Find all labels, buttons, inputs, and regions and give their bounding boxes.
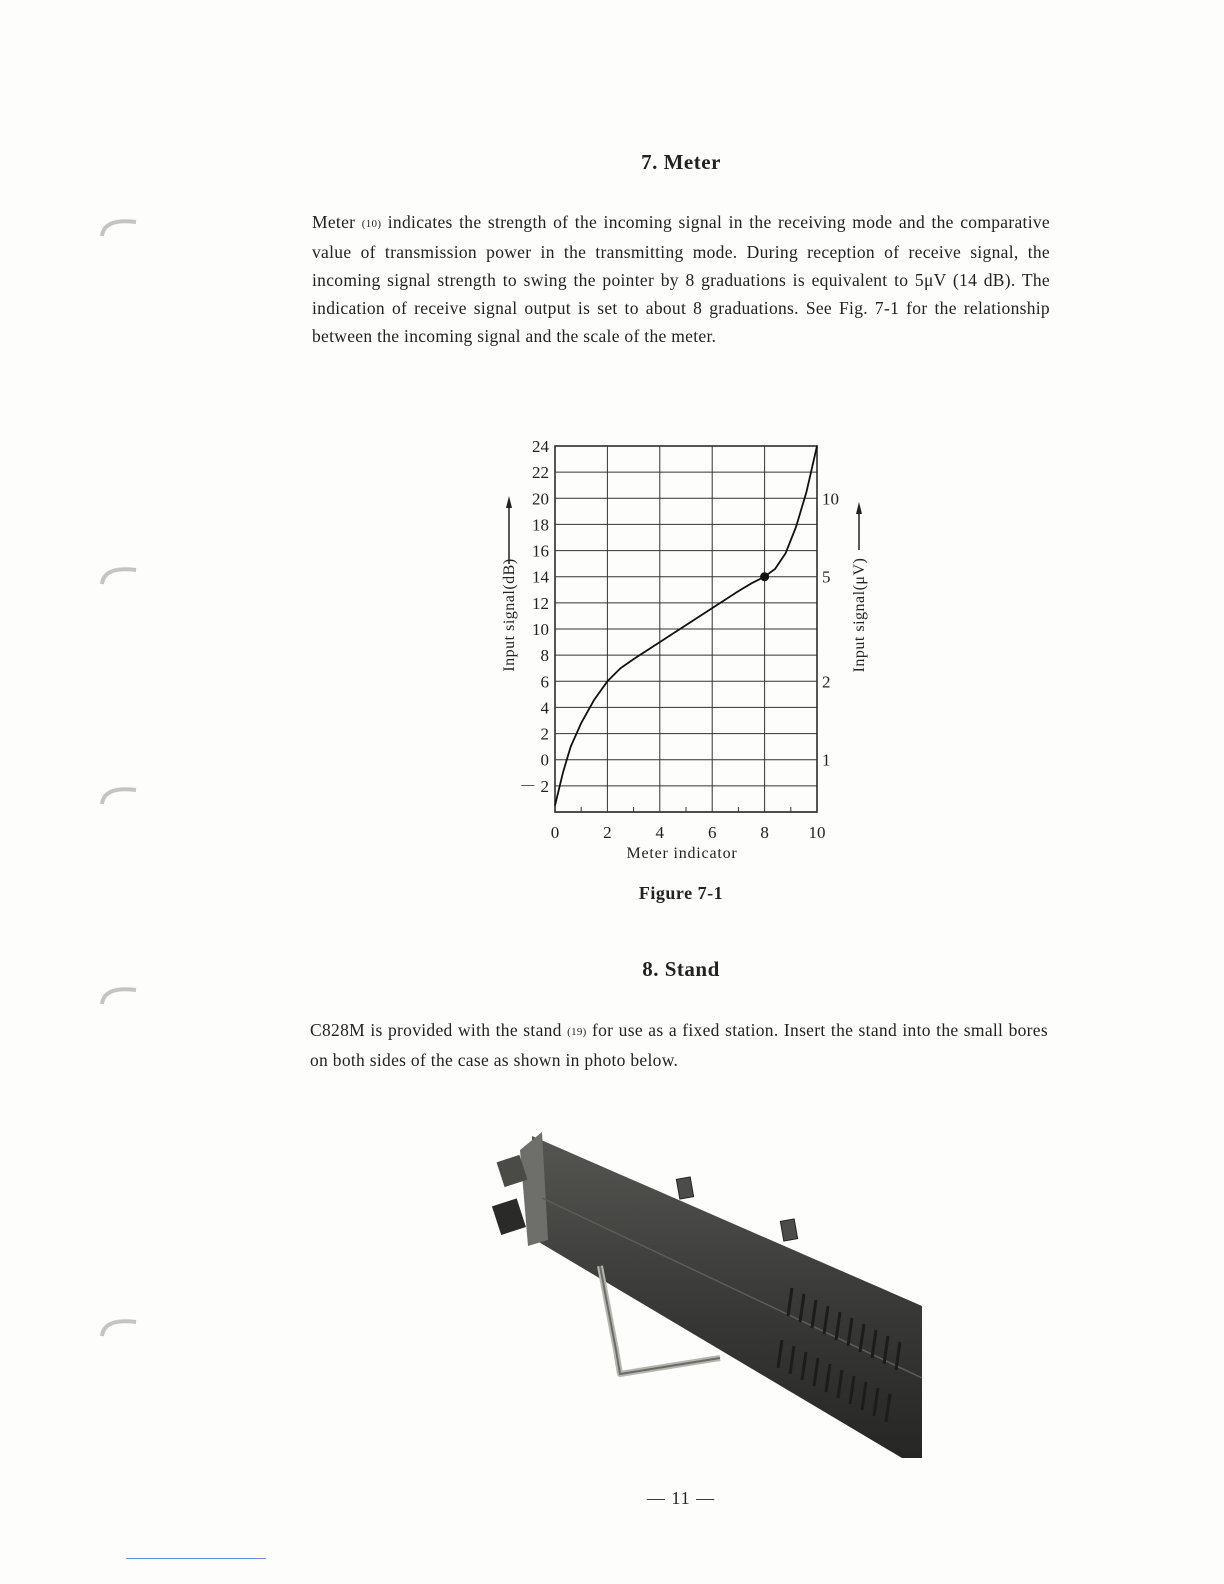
section-7-heading: 7. Meter bbox=[641, 150, 721, 174]
section-7-paragraph bbox=[312, 208, 1050, 350]
y-tick-label: 18 bbox=[532, 515, 549, 535]
data-point bbox=[760, 572, 769, 581]
chart-curve bbox=[555, 446, 817, 806]
footer-rule bbox=[126, 1558, 266, 1559]
y2-tick-label: 2 bbox=[822, 672, 831, 692]
y-tick-label: 12 bbox=[532, 593, 549, 613]
section-8-heading: 8. Stand bbox=[642, 957, 720, 981]
antenna-connector bbox=[492, 1198, 526, 1235]
x-tick-label: 6 bbox=[707, 823, 717, 842]
y-tick-label: 8 bbox=[540, 646, 549, 666]
y-tick-label: 10 bbox=[532, 620, 549, 639]
paragraph-body: indicates the strength of the incoming signal in the receiving mode and the comparative value of transmission power in the transmitting mode. During reception of receive signal, the incoming signal strength to swing the pointer by 8 graduations is equivalent to 5μV (14 dB). The indication of receive signal output is set to about 8 graduations. See Fig. 7-1 for the relationship between the incoming signal and the scale of the meter. bbox=[312, 212, 1050, 346]
figure-caption: Figure 7-1 bbox=[638, 883, 724, 903]
chart-grid bbox=[555, 446, 817, 812]
y-tick-label: 16 bbox=[532, 541, 549, 561]
paragraph-lead: Meter bbox=[312, 212, 362, 232]
y-tick-label: － 2 bbox=[519, 776, 549, 796]
circled-reference: (10) bbox=[361, 218, 382, 230]
x-tick-label: 0 bbox=[550, 823, 560, 842]
y-tick-label: 2 bbox=[540, 724, 549, 744]
page-number: — 11 — bbox=[646, 1488, 716, 1508]
x-tick-label: 2 bbox=[603, 823, 612, 842]
circled-reference: (19) bbox=[567, 1026, 587, 1038]
section-8-paragraph bbox=[310, 1016, 1048, 1074]
y-tick-label: 0 bbox=[540, 750, 549, 770]
y-tick-label: 20 bbox=[532, 489, 549, 509]
paragraph-body: for use as a fixed station. Insert the stand into the small bores on both sides of the case as shown in photo below. bbox=[310, 1020, 1048, 1070]
x-tick-label: 4 bbox=[655, 823, 665, 842]
y2-tick-label: 5 bbox=[822, 567, 831, 587]
x-axis-label: Meter indicator bbox=[626, 845, 738, 862]
y2-tick-label: 1 bbox=[822, 750, 831, 770]
binder-hole bbox=[96, 1312, 142, 1358]
y2-axis-label: Input signal(μV) bbox=[851, 557, 868, 673]
y-tick-label: 24 bbox=[532, 437, 549, 456]
binder-hole bbox=[96, 212, 142, 258]
y-tick-label: 14 bbox=[532, 567, 549, 587]
y-axis-label: Input signal(dB) bbox=[501, 558, 518, 672]
data-line bbox=[555, 446, 817, 806]
y-tick-label: 22 bbox=[532, 463, 549, 483]
paragraph-lead: C828M is provided with the stand bbox=[310, 1020, 568, 1040]
y-axis-arrowhead bbox=[506, 496, 512, 508]
x-tick-label: 10 bbox=[808, 823, 826, 842]
x-tick-label: 8 bbox=[760, 823, 769, 842]
y2-tick-label: 10 bbox=[822, 489, 839, 509]
y2-axis-arrowhead bbox=[856, 502, 862, 514]
y-tick-label: 4 bbox=[540, 698, 549, 718]
y-tick-label: 6 bbox=[540, 672, 549, 692]
radio-stand-photo bbox=[492, 1128, 922, 1458]
binder-hole bbox=[96, 980, 142, 1026]
chart-labels bbox=[506, 437, 862, 842]
meter-chart bbox=[490, 430, 890, 870]
binder-hole bbox=[96, 560, 142, 606]
binder-hole bbox=[96, 780, 142, 826]
